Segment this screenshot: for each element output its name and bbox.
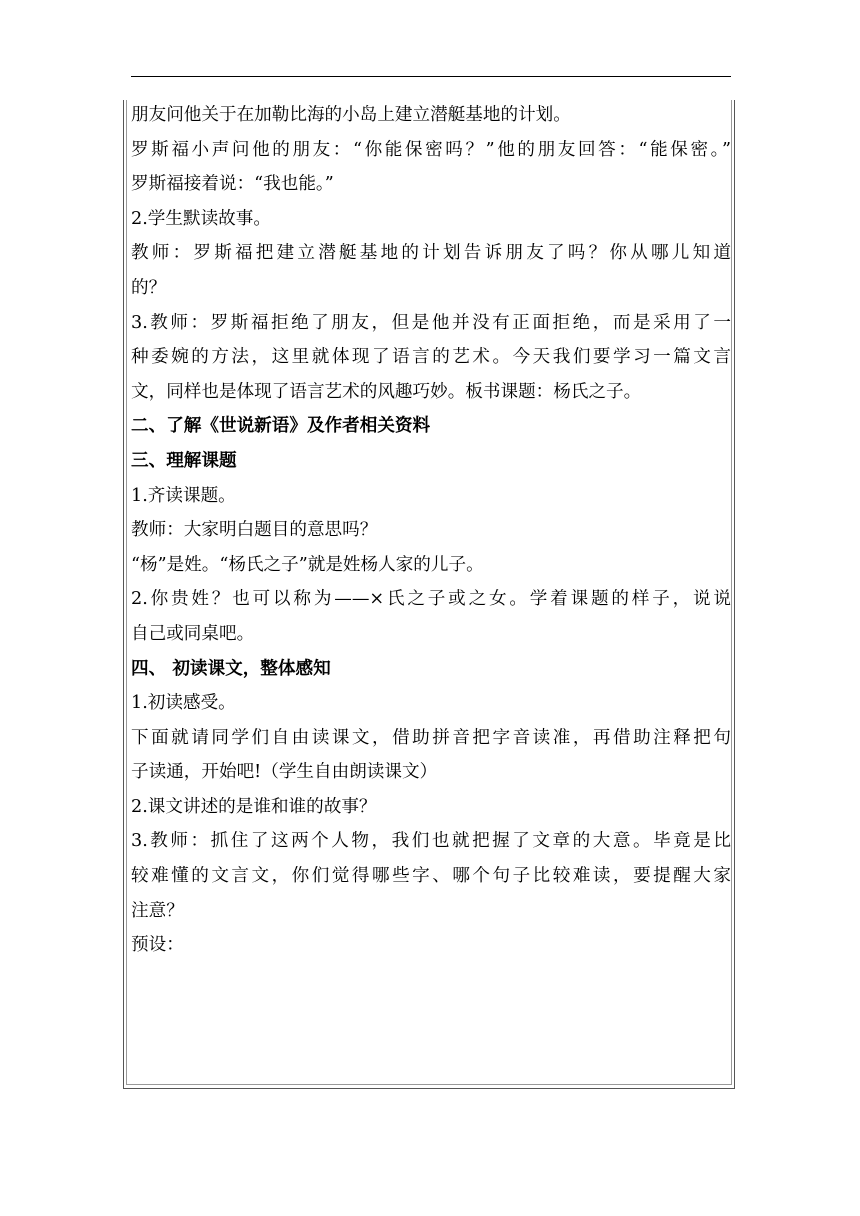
table-inner-border-right bbox=[731, 100, 732, 1085]
text-line: 3.教师：抓住了这两个人物，我们也就把握了文章的大意。毕竟是比 bbox=[131, 831, 731, 852]
section-heading: 二、了解《世说新语》及作者相关资料 bbox=[131, 415, 431, 437]
text-line: 1.齐读课题。 bbox=[131, 485, 236, 506]
lesson-plan-cell bbox=[131, 98, 731, 963]
text-line: 3.教师：罗斯福拒绝了朋友，但是他并没有正面拒绝，而是采用了一 bbox=[131, 312, 731, 333]
text-line: 罗斯福接着说：“我也能。” bbox=[131, 174, 334, 195]
text-line: 的？ bbox=[131, 277, 167, 298]
table-inner-border-left bbox=[126, 100, 127, 1085]
text-line: 自己或同桌吧。 bbox=[131, 623, 255, 644]
page-header-rule bbox=[131, 76, 731, 77]
text-line: 1.初读感受。 bbox=[131, 693, 236, 714]
text-line: 2.课文讲述的是谁和谁的故事？ bbox=[131, 796, 377, 817]
section-heading: 四、 初读课文，整体感知 bbox=[131, 657, 331, 679]
text-line: 教师：罗斯福把建立潜艇基地的计划告诉朋友了吗？你从哪儿知道 bbox=[131, 243, 731, 264]
text-line: 教师：大家明白题目的意思吗？ bbox=[131, 520, 378, 541]
text-line: 文，同样也是体现了语言艺术的风趣巧妙。板书课题：杨氏之子。 bbox=[131, 381, 642, 402]
text-line: 种委婉的方法，这里就体现了语言的艺术。今天我们要学习一篇文言 bbox=[131, 347, 731, 368]
text-line: 子读通，开始吧!（学生自由朗读课文） bbox=[131, 762, 438, 783]
text-line: 注意？ bbox=[131, 900, 184, 921]
text-line: 朋友问他关于在加勒比海的小岛上建立潜艇基地的计划。 bbox=[131, 105, 571, 125]
text-line: 罗斯福小声问他的朋友：“你能保密吗？”他的朋友回答：“能保密。” bbox=[131, 139, 731, 160]
text-line: 2.你贵姓？也可以称为——×氏之子或之女。学着课题的样子，说说 bbox=[131, 589, 731, 610]
table-inner-border-bottom bbox=[126, 1084, 731, 1085]
text-line: 2.学生默读故事。 bbox=[131, 208, 271, 229]
text-line: 预设： bbox=[131, 935, 184, 956]
section-heading: 三、理解课题 bbox=[131, 449, 237, 471]
text-line: 下面就请同学们自由读课文，借助拼音把字音读准，再借助注释把句 bbox=[131, 727, 731, 748]
text-line: 较难懂的文言文，你们觉得哪些字、哪个句子比较难读，要提醒大家 bbox=[131, 866, 731, 887]
text-line: “杨”是姓。“杨氏之子”就是姓杨人家的儿子。 bbox=[131, 554, 484, 575]
